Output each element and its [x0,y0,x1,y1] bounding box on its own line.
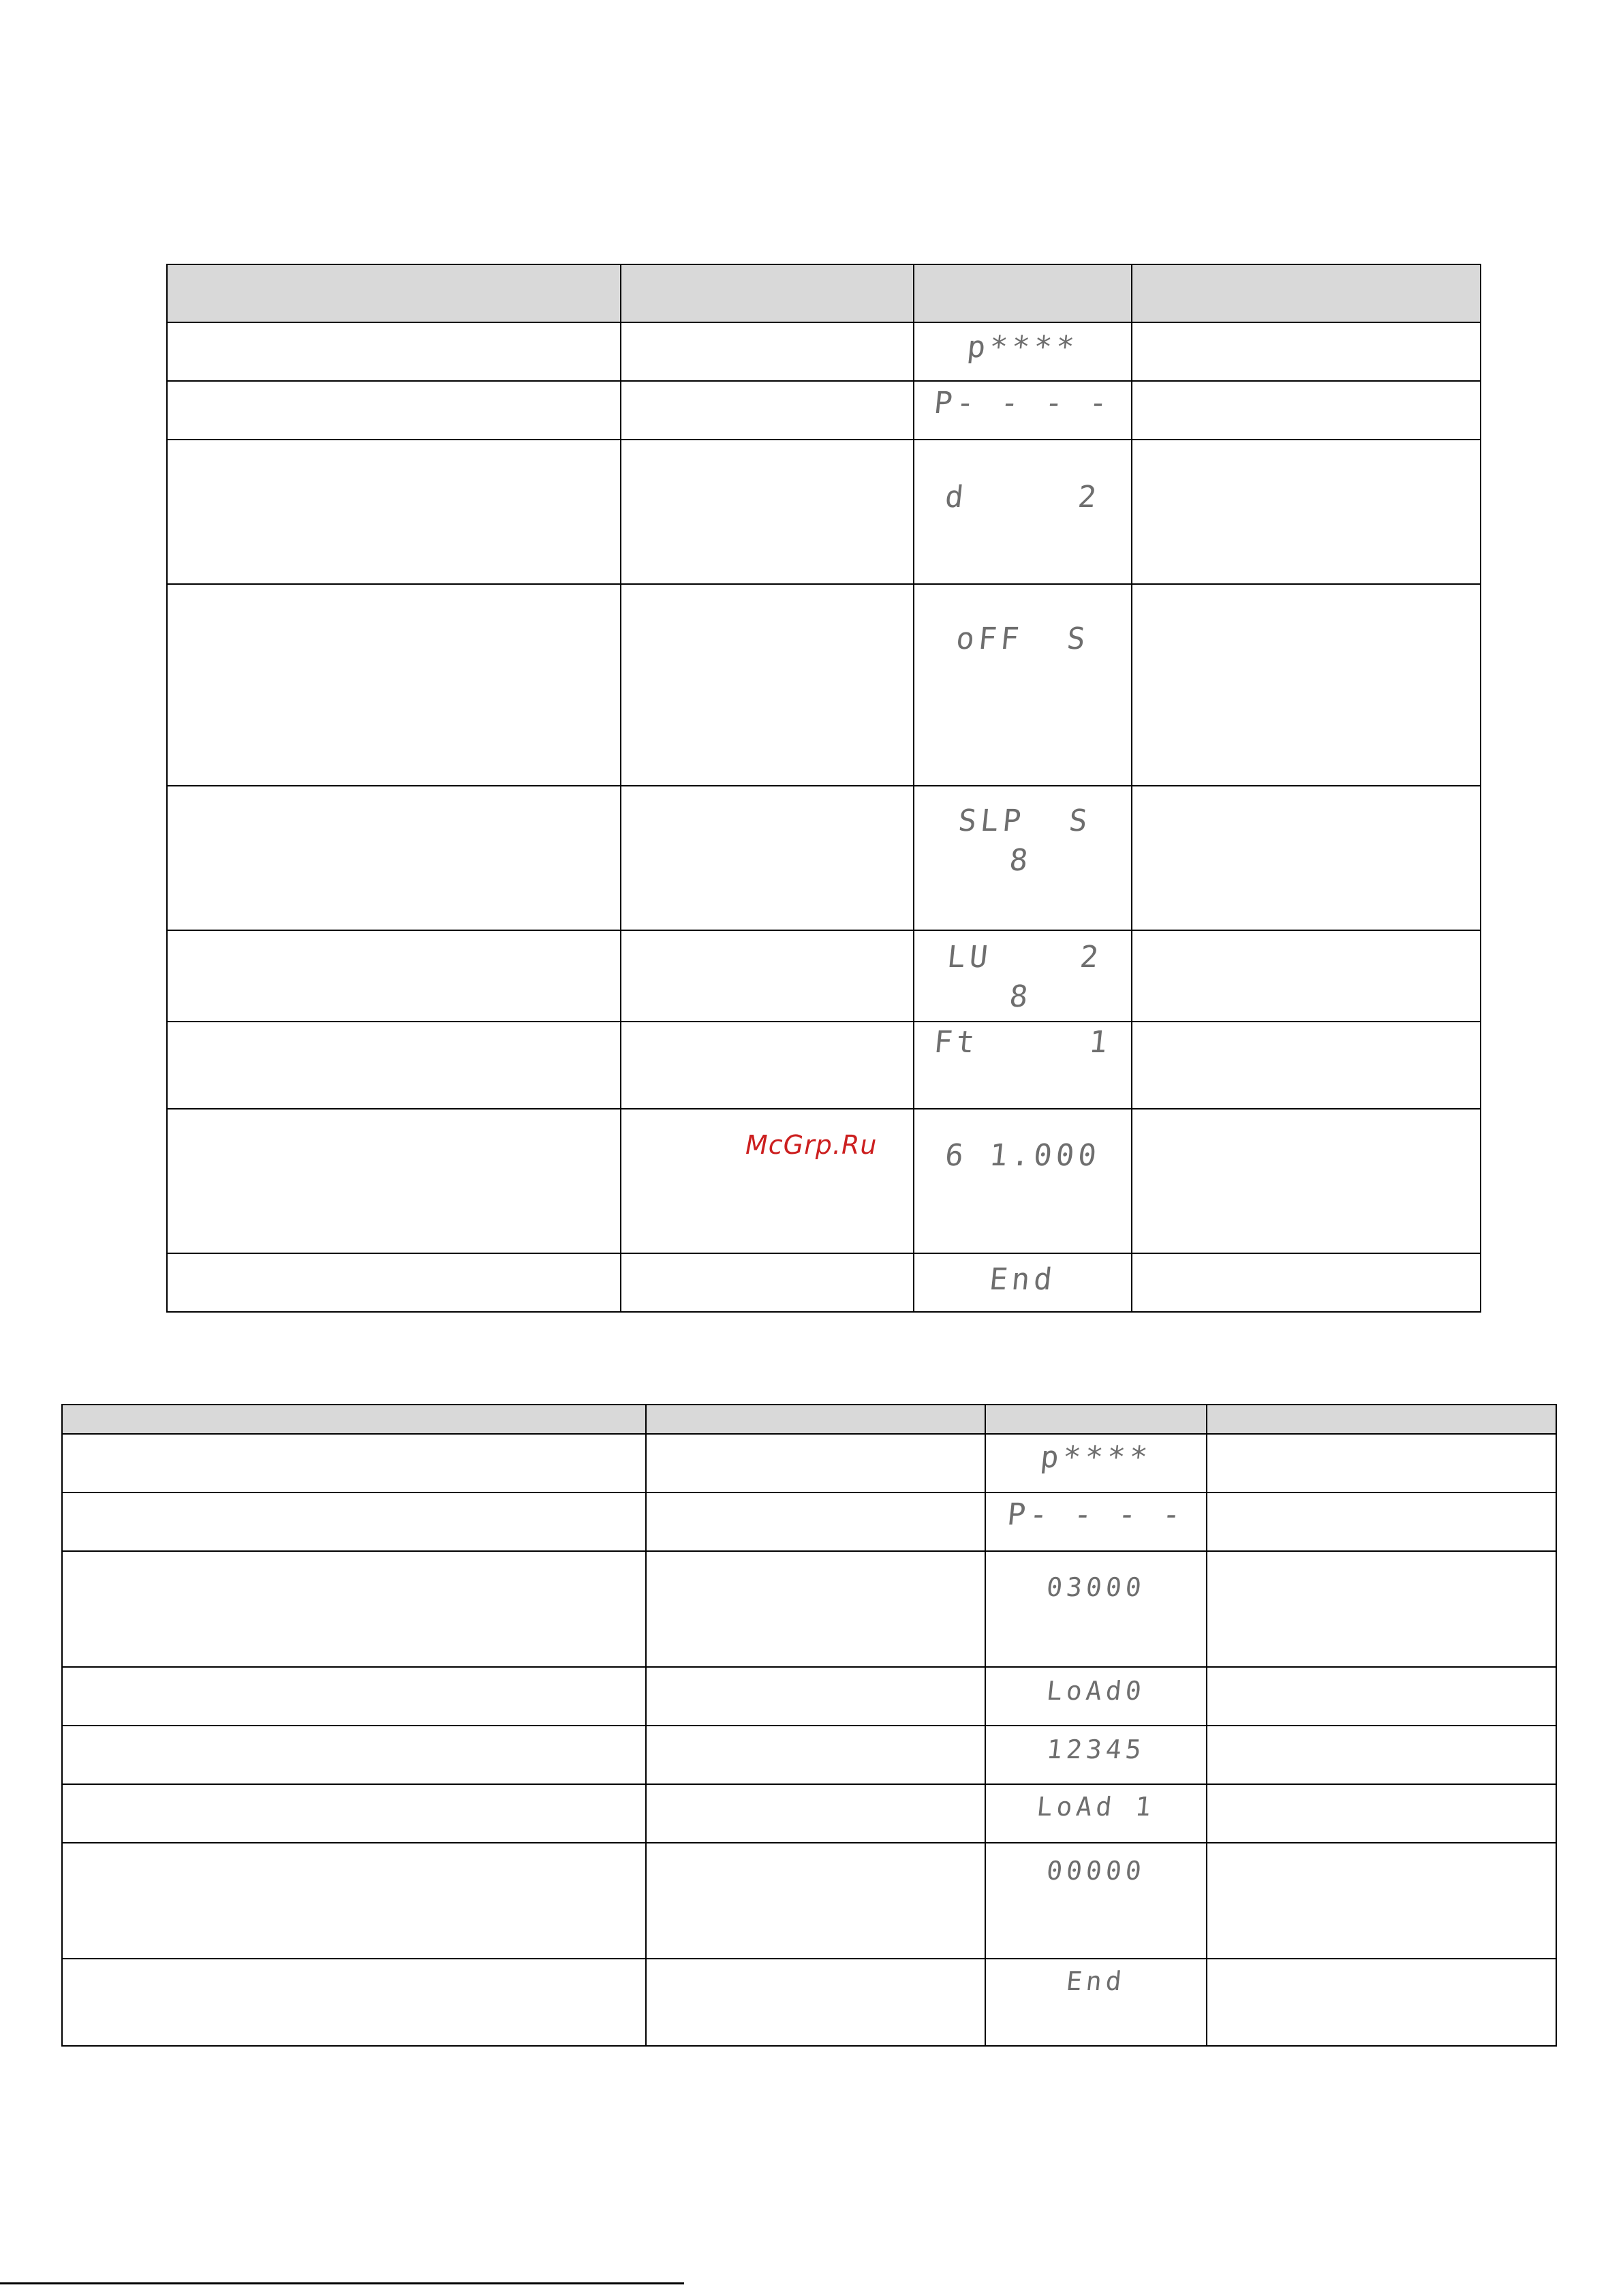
table-row [62,1784,1556,1843]
display-cell [914,930,1132,1022]
display-cell [914,322,1132,381]
header-cell [985,1405,1207,1434]
lcd-display: 6 1.000 [943,1138,1102,1173]
table-header-row [167,264,1481,322]
settings-table-2 [61,1404,1557,2047]
lcd-display: LoAd 1 [1035,1792,1157,1822]
table-row [167,786,1481,930]
header-cell [1207,1405,1556,1434]
display-cell [985,1551,1207,1667]
display-cell [914,1253,1132,1312]
display-cell [914,1109,1132,1253]
header-cell [62,1405,646,1434]
lcd-display: 03000 [1045,1572,1147,1602]
table-row [62,1493,1556,1551]
table-row [62,1843,1556,1959]
lcd-display: Ft 1 [932,1025,1113,1060]
lcd-display: p**** [965,330,1080,365]
table-row [62,1959,1556,2046]
display-cell [914,786,1132,930]
table-row [167,381,1481,440]
table-row [167,1253,1481,1312]
table-row [167,322,1481,381]
footer-divider [0,2282,684,2284]
display-cell [985,1959,1207,2046]
lcd-display: SLP S 8 [956,803,1094,878]
display-cell [914,381,1132,440]
lcd-display: oFF S [954,622,1092,656]
lcd-display: LoAd0 [1045,1676,1147,1706]
watermark-text: McGrp.Ru [745,1130,878,1160]
lcd-display: p**** [1038,1440,1154,1475]
table-row [167,1022,1481,1109]
lcd-display: P- - - - [932,386,1113,420]
table-row [167,930,1481,1022]
table-row [167,584,1481,786]
header-cell [1132,264,1481,322]
display-cell [985,1434,1207,1493]
display-cell [985,1493,1207,1551]
display-cell [914,584,1132,786]
table-row [167,440,1481,584]
lcd-display: d 2 [943,480,1102,515]
table-row [62,1434,1556,1493]
display-cell [985,1784,1207,1843]
display-cell [985,1726,1207,1784]
lcd-display: LU 2 8 [945,940,1104,1014]
table-row [62,1551,1556,1667]
lcd-display: P- - - - [1005,1497,1187,1532]
table-row [62,1667,1556,1726]
header-cell [167,264,621,322]
display-cell [985,1843,1207,1959]
lcd-display: 00000 [1045,1856,1147,1886]
table-header-row [62,1405,1556,1434]
table-row [62,1726,1556,1784]
display-cell [914,1022,1132,1109]
lcd-display: 12345 [1045,1734,1147,1764]
header-cell [914,264,1132,322]
display-cell [985,1667,1207,1726]
header-cell [646,1405,985,1434]
header-cell [621,264,914,322]
lcd-display: End [987,1262,1058,1297]
lcd-display: End [1064,1966,1128,1996]
display-cell [914,440,1132,584]
